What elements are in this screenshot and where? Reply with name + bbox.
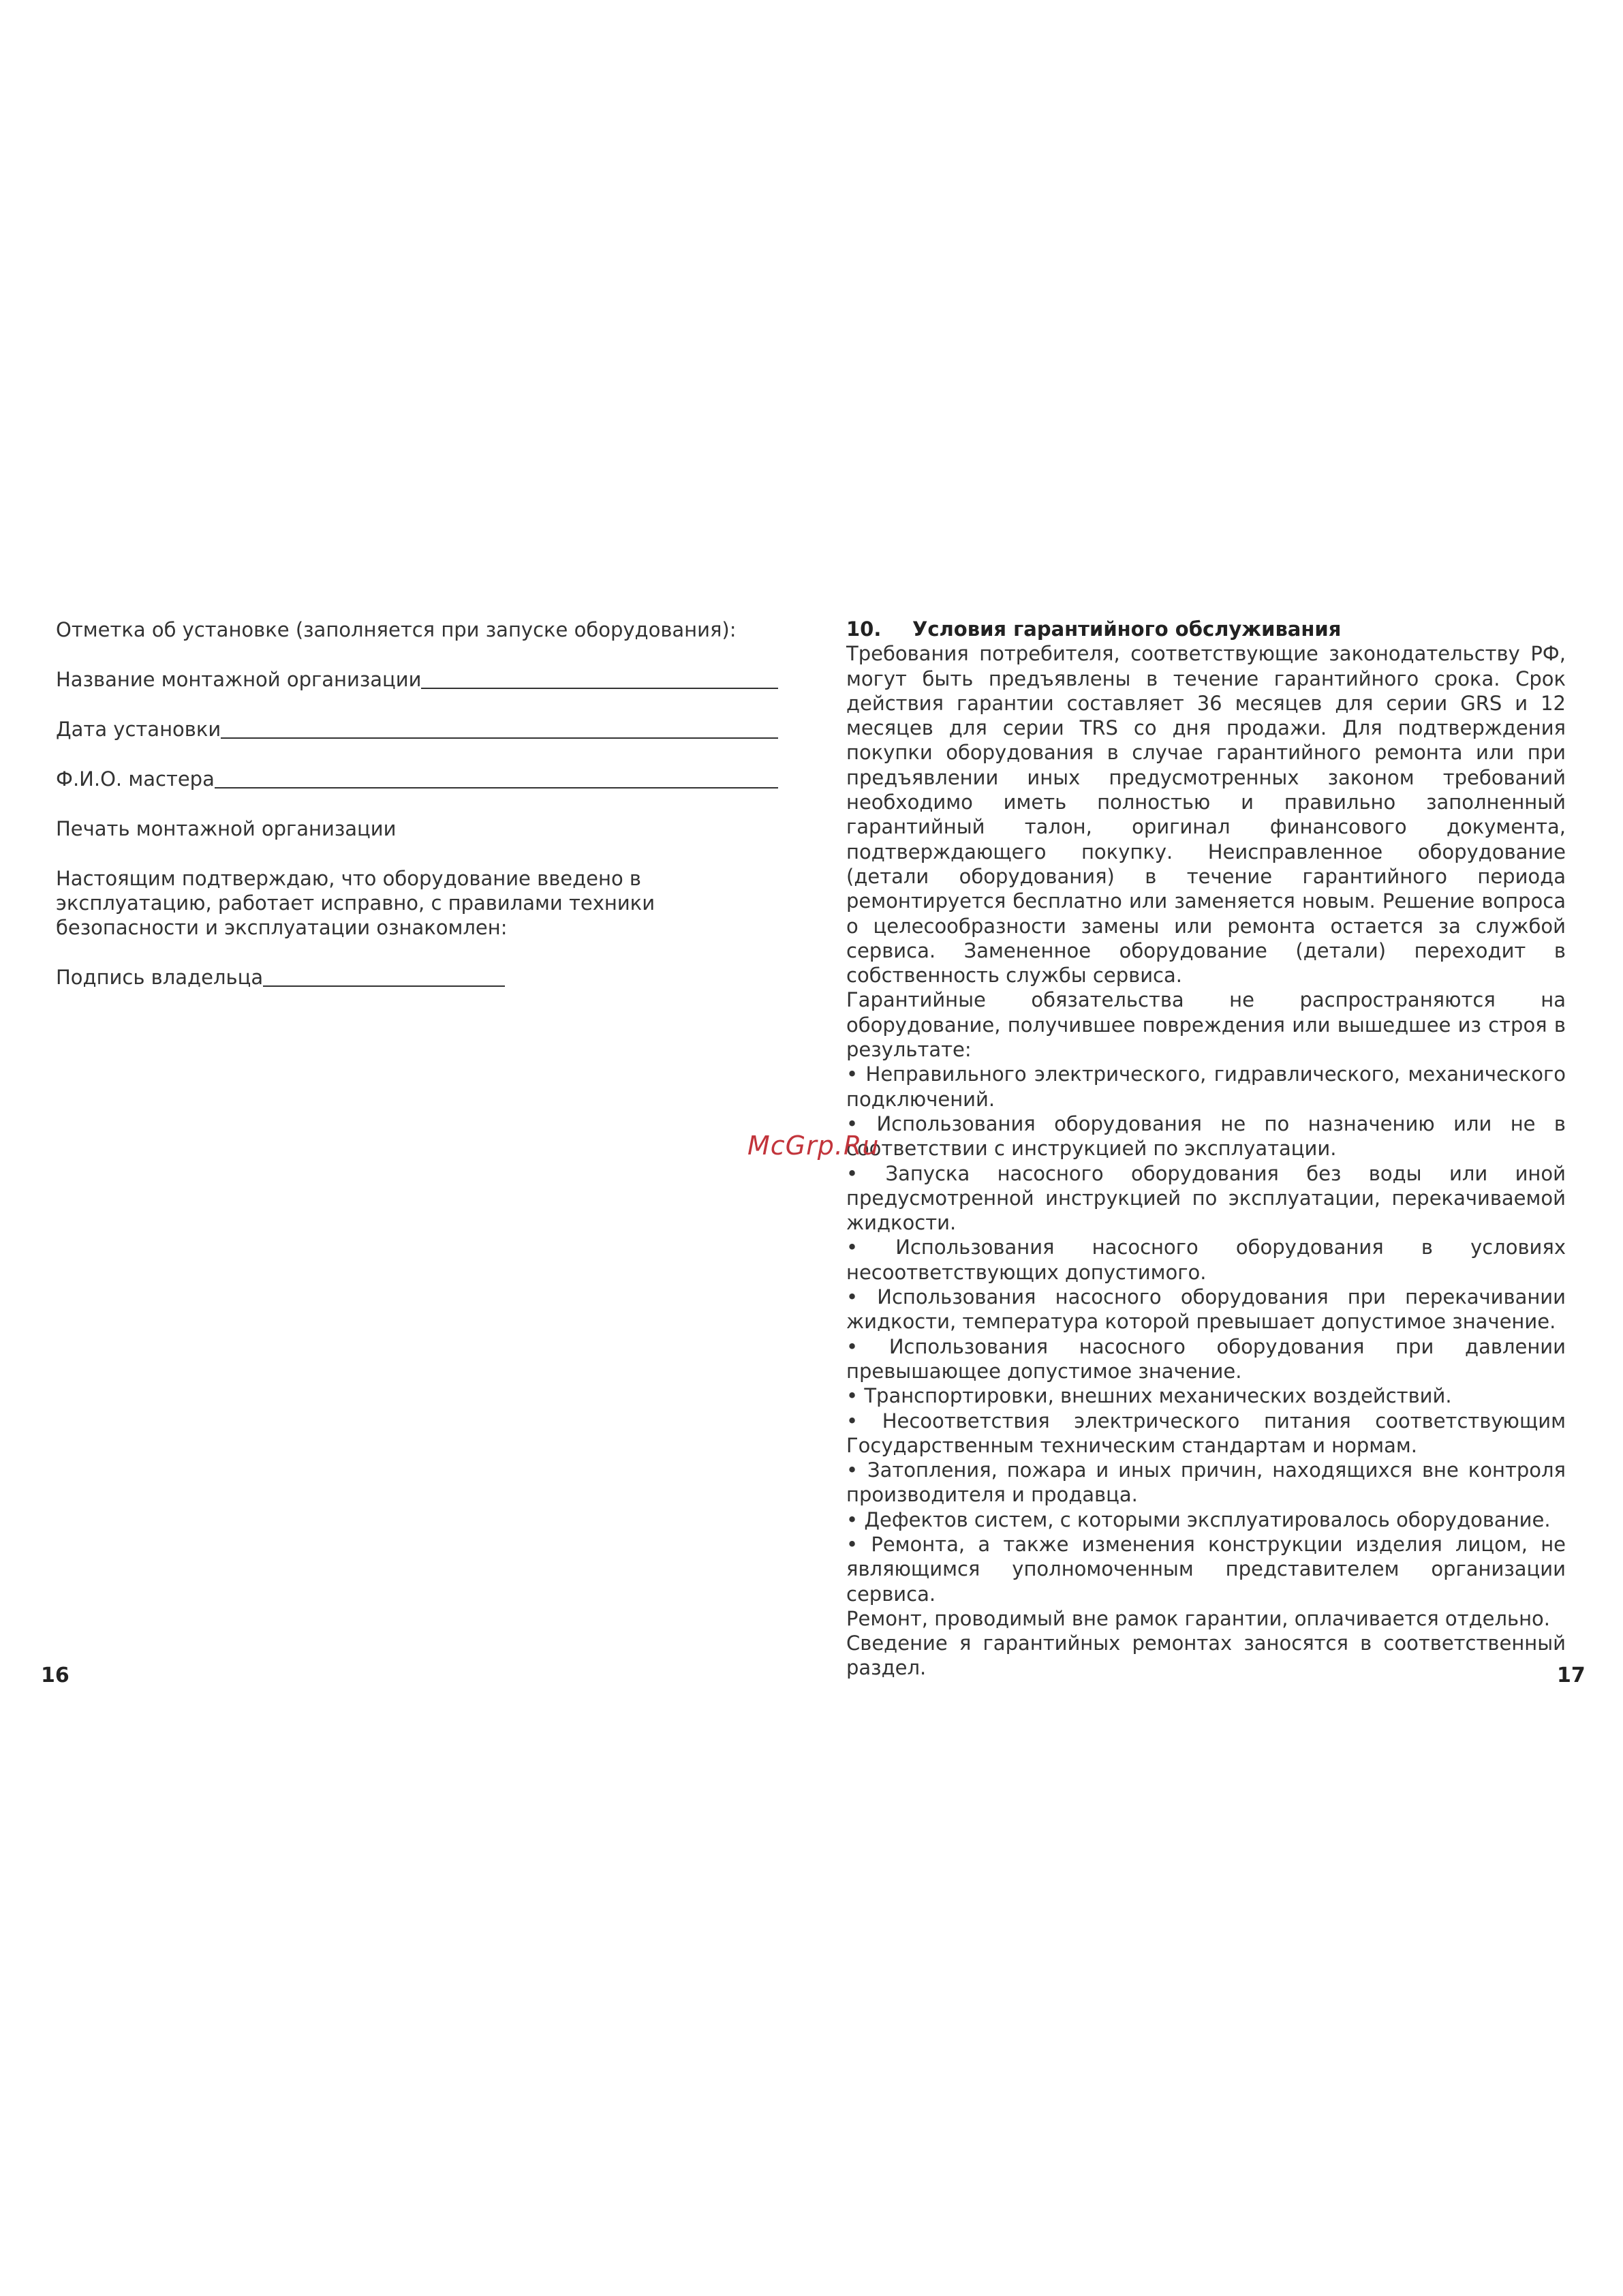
exclusions-list (846, 1062, 1566, 1606)
list-item: • Несоответствия электрического питания соответствующим Государственным техническим стандартам и нормам. (846, 1409, 1566, 1457)
page-number-left: 16 (41, 1664, 69, 1687)
warranty-paragraph-3: Ремонт, проводимый вне рамок гарантии, оплачивается отдельно. (846, 1606, 1551, 1630)
list-item: • Неправильного электрического, гидравлического, механического подключений. (846, 1062, 1566, 1111)
stamp-label: Печать монтажной организации (56, 817, 397, 840)
owner-signature-blank-line (263, 966, 505, 987)
watermark-text: McGrp.Ru (747, 1131, 880, 1161)
warranty-paragraph-2: Гарантийные обязательства не распространяются на оборудование, получившее повреждения или вышедшее из строя в результате: (846, 988, 1566, 1062)
section-number: 10. (846, 617, 882, 641)
org-name-label: Название монтажной организации (56, 668, 422, 691)
confirmation-text: Настоящим подтверждаю, что оборудование введено в эксплуатацию, работает исправно, с правилами техники безопасности и эксплуатации ознакомлен: (56, 867, 655, 939)
org-name-blank-line (421, 669, 778, 689)
org-name-field (56, 667, 778, 692)
owner-signature-field (56, 965, 778, 990)
list-item: • Запуска насосного оборудования без воды или иной предусмотренной инструкцией по эксплуатации, перекачиваемой жидкости. (846, 1161, 1566, 1235)
install-mark-heading: Отметка об установке (заполняется при запуске оборудования): (56, 618, 737, 641)
warranty-paragraph-1: Требования потребителя, соответствующие законодательству РФ, могут быть предъявлены в течение гарантийного срока. Срок действия гарантии составляет 36 месяцев для серии GRS и 12 месяцев для серии TRS со дня продажи. Для подтверждения покупки оборудования в случае гарантийного ремонта или при предъявлении иных предусмотренных законом требований необходимо иметь полностью и правильно заполненный гарантийный талон, оригинал финансового документа, подтверждающего покупку. Неисправленное оборудование (детали оборудования) в течение гарантийного периода ремонтируется бесплатно или заменяется новым. Решение вопроса о целесообразности замены или ремонта остается за службой сервиса. Замененное оборудование (детали) переходит в собственность службы сервиса. (846, 642, 1566, 988)
page-number-right: 17 (1557, 1664, 1586, 1687)
list-item: • Транспортировки, внешних механических воздействий. (846, 1384, 1452, 1408)
master-name-field (56, 767, 778, 791)
list-item: • Затопления, пожара и иных причин, находящихся вне контроля производителя и продавца. (846, 1458, 1566, 1507)
master-name-blank-line (215, 768, 778, 789)
right-page (846, 617, 1566, 1681)
install-date-field (56, 717, 778, 741)
section-title: Условия гарантийного обслуживания (912, 617, 1342, 641)
list-item: • Ремонта, а также изменения конструкции изделия лицом, не являющимся уполномоченным представителем организации сервиса. (846, 1532, 1566, 1606)
list-item: • Использования оборудования не по назначению или не в соответствии с инструкцией по эксплуатации. (846, 1112, 1566, 1161)
list-item: • Использования насосного оборудования в условиях несоответствующих допустимого. (846, 1236, 1566, 1284)
install-date-label: Дата установки (56, 718, 221, 741)
owner-signature-label: Подпись владельца (56, 966, 264, 989)
left-page (56, 617, 778, 1015)
section-heading (846, 617, 1566, 641)
list-item: • Дефектов систем, с которыми эксплуатировалось оборудование. (846, 1507, 1551, 1531)
master-name-label: Ф.И.О. мастера (56, 767, 215, 791)
list-item: • Использования насосного оборудования при давлении превышающее допустимое значение. (846, 1334, 1566, 1383)
list-item: • Использования насосного оборудования при перекачивании жидкости, температура которой превышает допустимое значение. (846, 1285, 1566, 1334)
warranty-paragraph-4: Сведение я гарантийных ремонтах заносятся в соответственный раздел. (846, 1632, 1566, 1680)
install-date-blank-line (221, 718, 778, 739)
